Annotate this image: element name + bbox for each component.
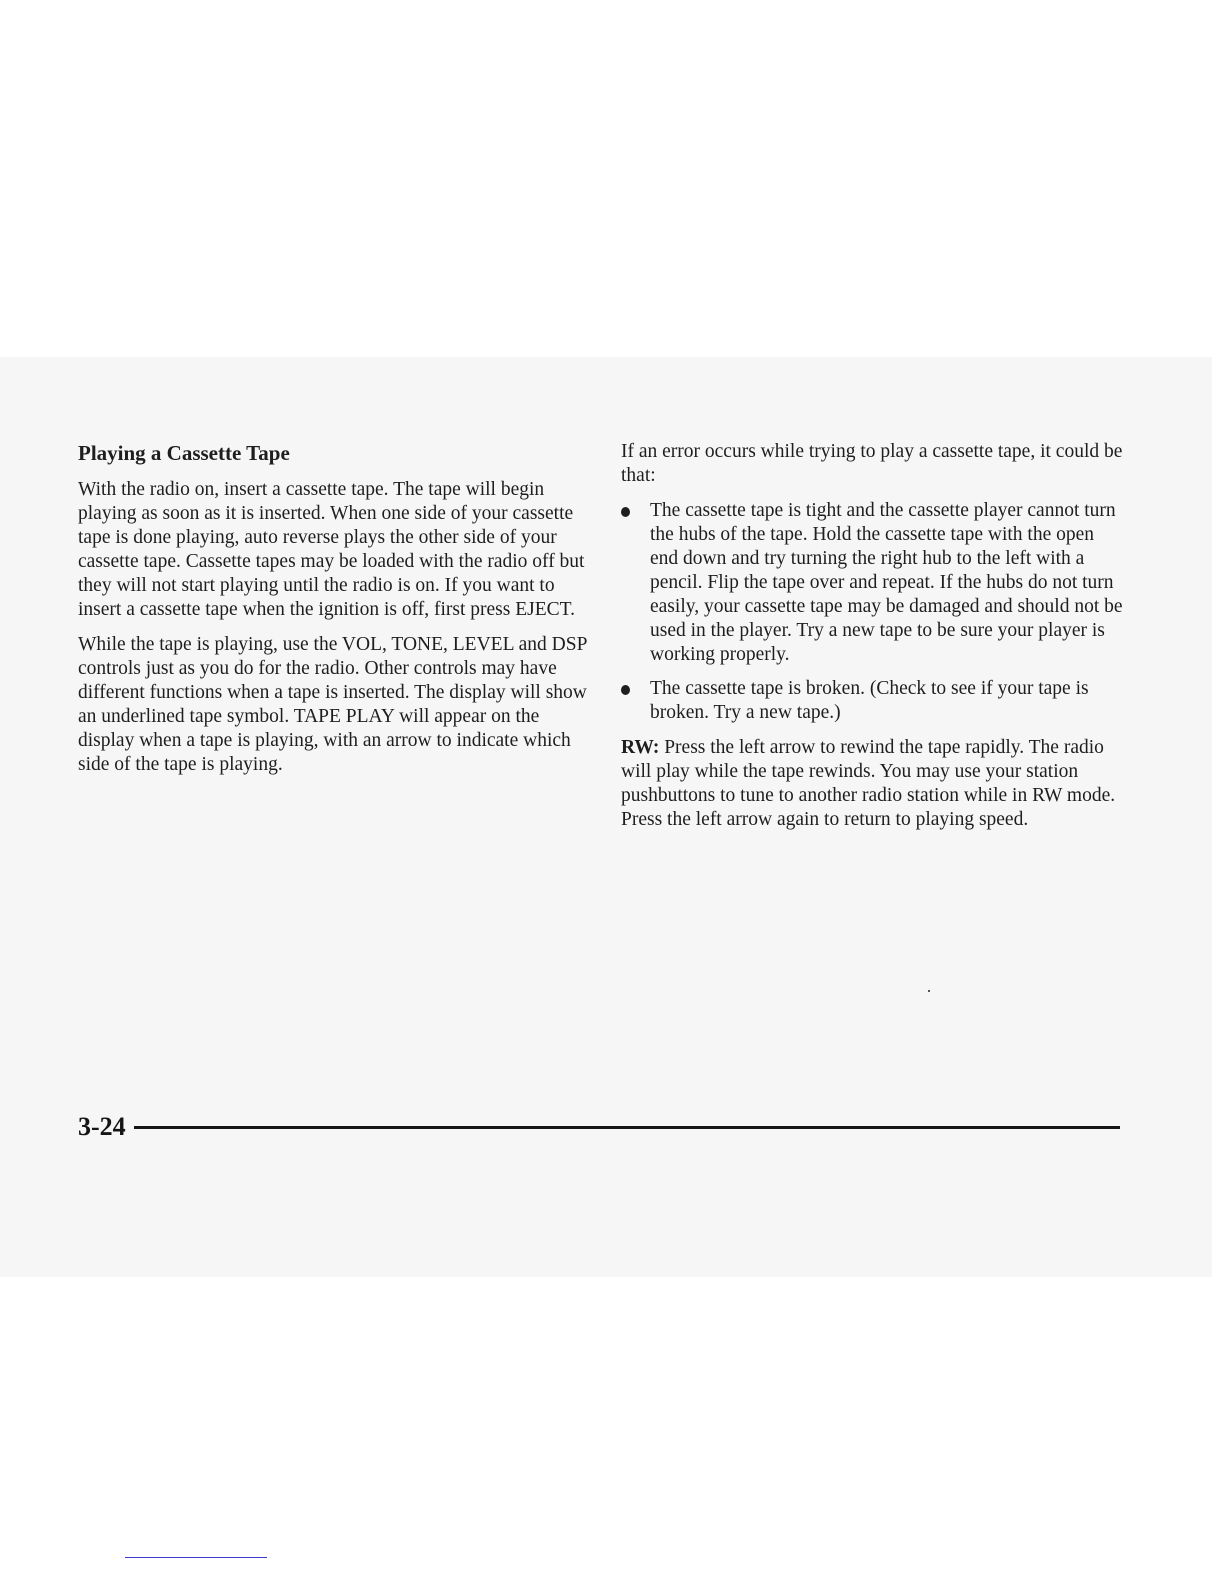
error-cause-list (621, 499, 1126, 725)
bullet-icon (621, 507, 630, 517)
bullet-icon (621, 685, 630, 695)
footer-rule (134, 1126, 1120, 1129)
bottom-link-underline (125, 1557, 267, 1558)
page-number: 3-24 (78, 1112, 126, 1141)
left-column (78, 440, 588, 788)
body-paragraph-insert-tape: With the radio on, insert a cassette tape. The tape will begin playing as soon as it is inserted. When one side of your cassette tape is done playing, auto reverse plays the other side of your cassette tape. Cassette tapes may be loaded with the radio off but they will not start playing until the radio is on. If you want to insert a cassette tape when the ignition is off, first press EJECT. (78, 479, 585, 620)
list-item-text: The cassette tape is broken. (Check to see if your tape is broken. Try a new tape.) (650, 678, 1089, 723)
rw-term: RW: (621, 737, 660, 758)
list-item (621, 677, 1126, 725)
list-item (621, 499, 1126, 667)
body-paragraph-tape-playing: While the tape is playing, use the VOL, TONE, LEVEL and DSP controls just as you do for the radio. Other controls may have different functions when a tape is inserted. The display will show an underlined tape symbol. TAPE PLAY will appear on the display when a tape is playing, with an arrow to indicate which side of the tape is playing. (78, 634, 587, 775)
right-column (621, 440, 1126, 843)
scan-speck (928, 990, 930, 992)
rw-description: Press the left arrow to rewind the tape rapidly. The radio will play while the tape rewinds. You may use your station pushbuttons to tune to another radio station while in RW mode. Press the left arrow again to return to playing speed. (621, 737, 1116, 830)
section-heading: Playing a Cassette Tape (78, 441, 290, 465)
list-item-text: The cassette tape is tight and the cassette player cannot turn the hubs of the tape. Hold the cassette tape with the open end down and try turning the right hub to the left with a pencil. Flip the tape over and repeat. If the hubs do not turn easily, your cassette tape may be damaged and should not be used in the player. Try a new tape to be sure your player is working properly. (650, 500, 1123, 665)
error-intro-paragraph: If an error occurs while trying to play a cassette tape, it could be that: (621, 441, 1123, 486)
page-footer (78, 1112, 1120, 1142)
rw-paragraph (621, 736, 1126, 832)
